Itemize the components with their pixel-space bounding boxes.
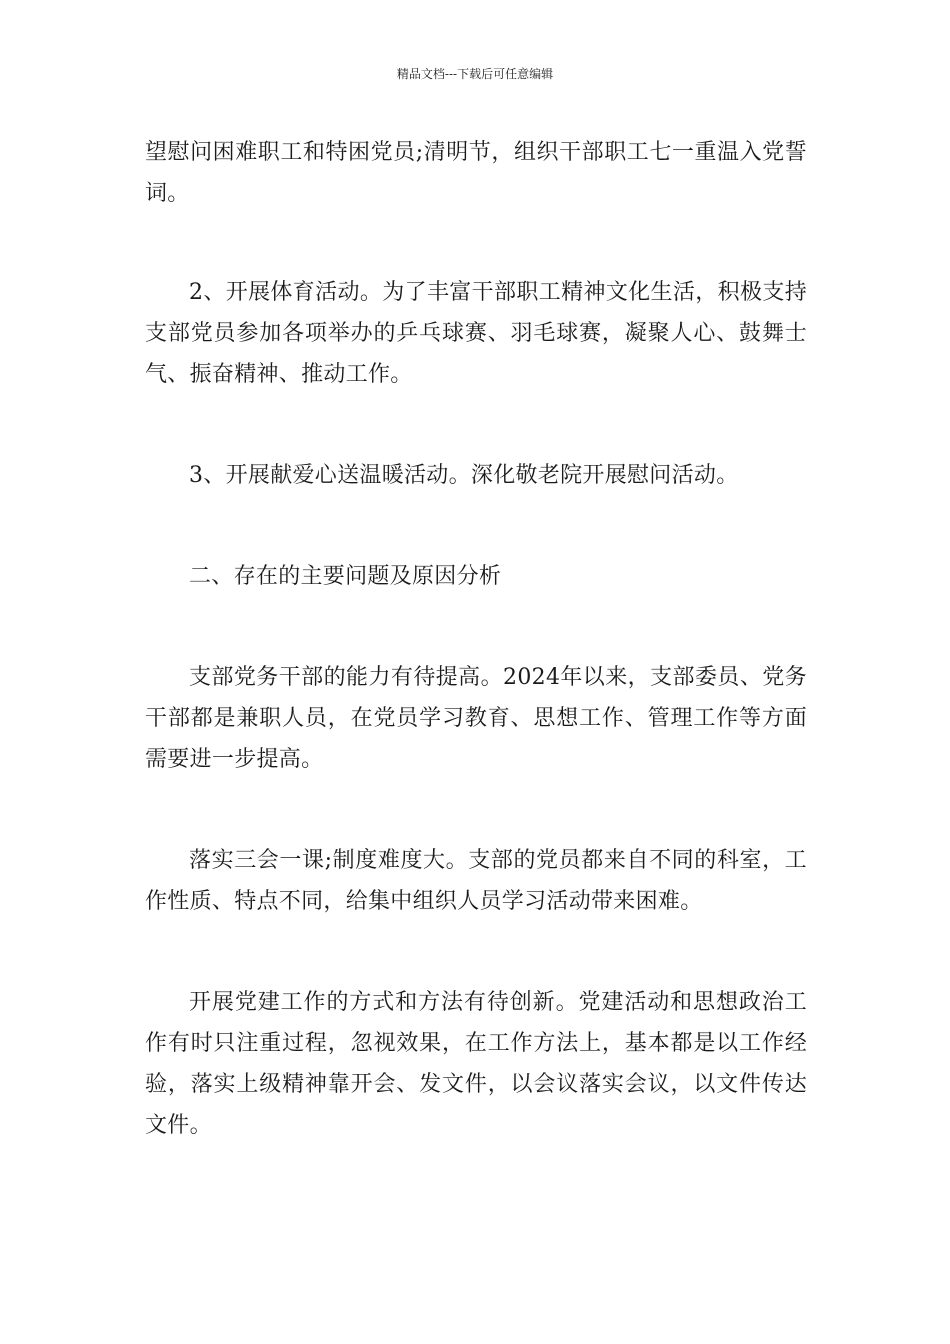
- paragraph-sports-activities: 2、开展体育活动。为了丰富干部职工精神文化生活，积极支持支部党员参加各项举办的乒乓球赛、羽毛球赛，凝聚人心、鼓舞士气、振奋精神、推动工作。: [145, 280, 807, 387]
- page-header: 精品文档---下载后可任意编辑: [396, 67, 554, 81]
- paragraph-meeting-system: 落实三会一课;制度难度大。支部的党员都来自不同的科室，工作性质、特点不同，给集中组织人员学习活动带来困难。: [145, 848, 807, 914]
- document-body: [145, 132, 807, 1146]
- paragraph-cadre-ability: 支部党务干部的能力有待提高。2024年以来，支部委员、党务干部都是兼职人员，在党员学习教育、思想工作、管理工作等方面需要进一步提高。: [145, 665, 807, 772]
- paragraph-work-methods: 开展党建工作的方式和方法有待创新。党建活动和思想政治工作有时只注重过程，忽视效果，在工作方法上，基本都是以工作经验，落实上级精神靠开会、发文件，以会议落实会议，以文件传达文件。: [145, 990, 807, 1138]
- paragraph-continuation: 望慰问困难职工和特困党员;清明节，组织干部职工七一重温入党誓词。: [145, 140, 807, 206]
- paragraph-charity-activities: 3、开展献爱心送温暖活动。深化敬老院开展慰问活动。: [189, 463, 739, 488]
- section-heading-problems: 二、存在的主要问题及原因分析: [189, 564, 502, 589]
